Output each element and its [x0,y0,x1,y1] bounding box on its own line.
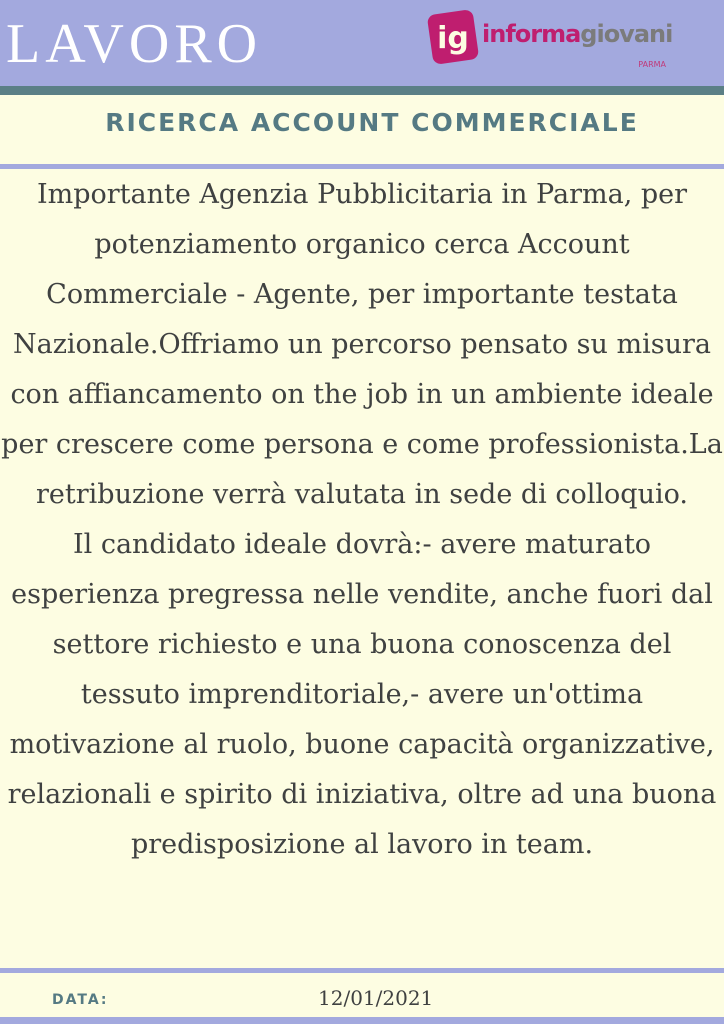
date-value: 12/01/2021 [318,986,434,1010]
job-headline: RICERCA ACCOUNT COMMERCIALE [105,108,639,137]
informagiovani-logo [426,4,716,76]
logo-wordmark [482,22,672,46]
job-description [0,170,724,870]
footer-divider-top [0,968,724,973]
headline-divider [0,164,724,169]
header-banner [0,0,724,86]
logo-word-giovani: giovani [580,20,673,48]
logo-mark-icon [426,6,482,66]
footer-divider-bottom [0,1017,724,1024]
date-label: DATA: [52,992,109,1008]
logo-mark-text: ig [437,21,469,56]
header-divider [0,86,724,95]
requirements-paragraph: Il candidato ideale dovrà:- avere maturato esperienza pregressa nelle vendite, anche fuori dal settore richiesto e una buona conoscenza del tessuto imprenditoriale,- avere un'ottima motivazione al ruolo, buone capacità organizzative, relazionali e spirito di iniziativa, oltre ad una buona predisposizione al lavoro in team. [7,529,717,860]
logo-subtitle: PARMA [638,60,666,69]
description-paragraph: Importante Agenzia Pubblicitaria in Parma, per potenziamento organico cerca Account Commerciale - Agente, per importante testata Nazionale.Offriamo un percorso pensato su misura con affiancamento on the job in un ambiente ideale per crescere come persona e come professionista.La retribuzione verrà valutata in sede di colloquio. [1,179,723,510]
logo-word-informa: informa [482,20,581,48]
section-title: LAVORO [6,13,263,75]
